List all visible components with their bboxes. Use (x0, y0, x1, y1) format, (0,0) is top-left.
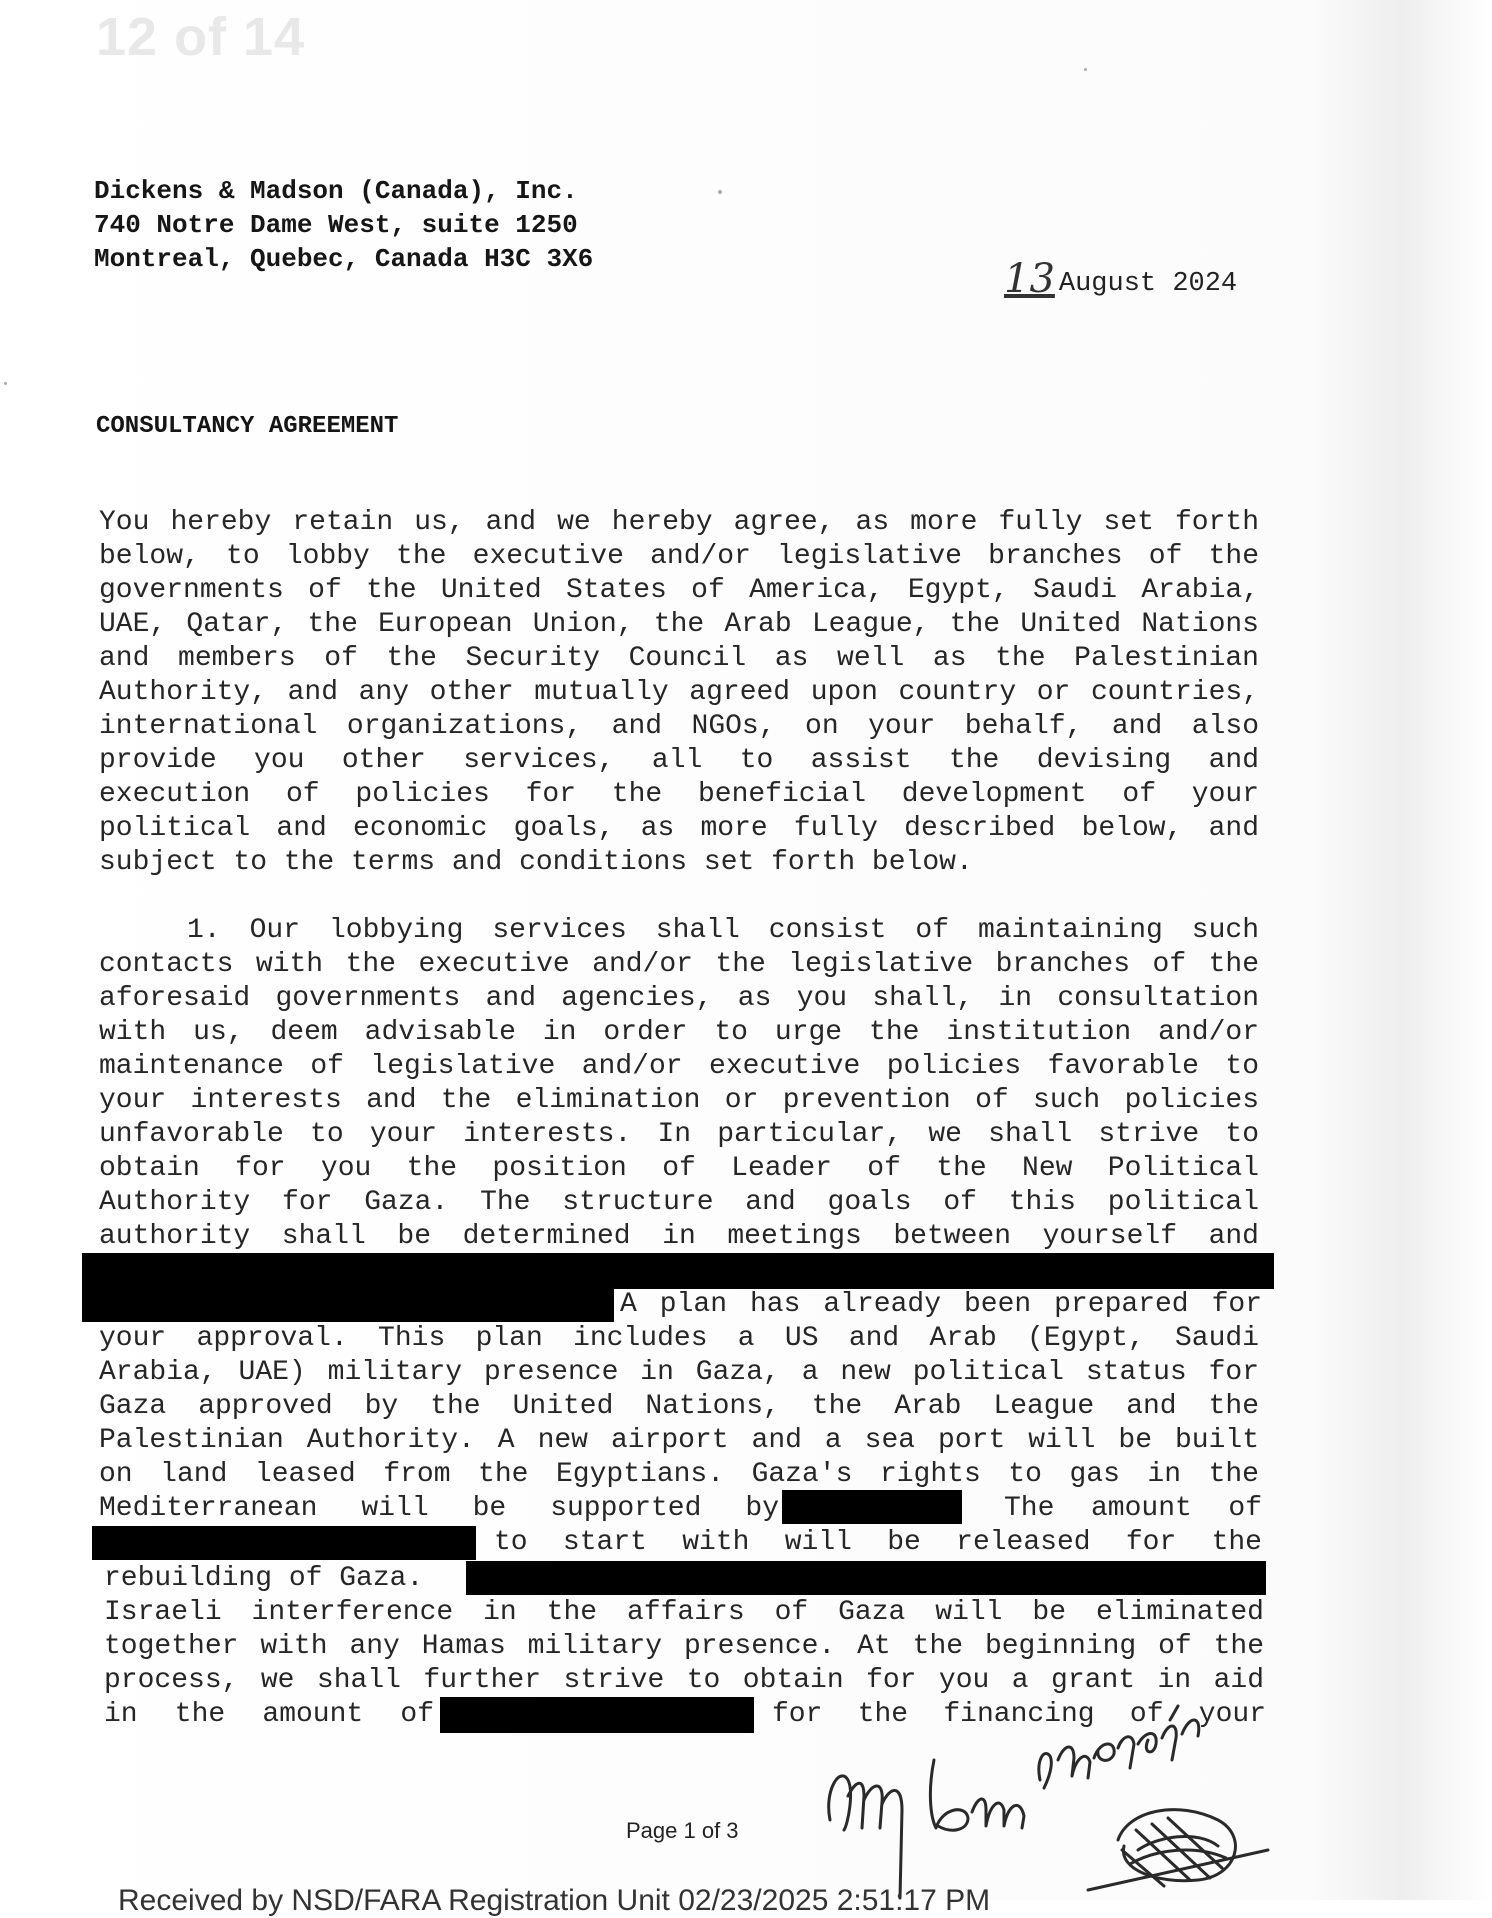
redaction-bar (82, 1288, 614, 1322)
text-line: political and economic goals, as more fully described below, and (99, 813, 1259, 844)
redaction-bar (92, 1526, 476, 1560)
text-line: below, to lobby the executive and/or legislative branches of the (99, 541, 1259, 572)
text-line: Gaza approved by the United Nations, the Arab League and the (99, 1391, 1259, 1422)
text-line: contacts with the executive and/or the legislative branches of the (99, 949, 1259, 980)
text-line: Authority, and any other mutually agreed upon country or countries, (99, 677, 1259, 708)
scan-speck (1084, 68, 1087, 71)
text-line: UAE, Qatar, the European Union, the Arab League, the United Nations (99, 609, 1259, 640)
text-line (99, 914, 1259, 948)
text-line: process, we shall further strive to obtain for you a grant in aid (104, 1665, 1264, 1696)
text-line: for the financing of your (772, 1699, 1266, 1730)
text-line: authority shall be determined in meetings between yourself and (99, 1221, 1259, 1252)
letter-date (1004, 256, 1237, 302)
text-line: Authority for Gaza. The structure and goals of this political (99, 1187, 1259, 1218)
text-line: You hereby retain us, and we hereby agree, as more fully set forth (99, 507, 1259, 538)
scan-speck (718, 190, 722, 194)
text-line: your interests and the elimination or prevention of such policies (99, 1085, 1259, 1116)
text-line: to start with will be released for the (494, 1527, 1262, 1558)
page-counter-overlay: 12 of 14 (96, 7, 306, 67)
redaction-bar (82, 1253, 1274, 1289)
handwritten-day: 13 (1004, 256, 1055, 302)
text-line: rebuilding of Gaza. (104, 1563, 424, 1594)
text-line: Israeli interference in the affairs of Gaza will be eliminated (104, 1597, 1264, 1628)
text-line: with us, deem advisable in order to urge the institution and/or (99, 1017, 1259, 1048)
paragraph-1 (99, 914, 1259, 1254)
text-line: The amount of (1004, 1493, 1262, 1524)
redaction-bar (440, 1697, 754, 1733)
text-line: Palestinian Authority. A new airport and a sea port will be built (99, 1425, 1259, 1456)
fara-received-stamp: Received by NSD/FARA Registration Unit 02/23/2025 2:51:17 PM (118, 1884, 991, 1917)
handwritten-signature (818, 1700, 1278, 1900)
text-line: obtain for you the position of Leader of the New Political (99, 1153, 1259, 1184)
page-number-footer: Page 1 of 3 (626, 1818, 739, 1843)
sender-address (94, 174, 593, 276)
scan-speck (4, 382, 7, 385)
text-line: governments of the United States of America, Egypt, Saudi Arabia, (99, 575, 1259, 606)
sender-company: Dickens & Madson (Canada), Inc. (94, 176, 578, 206)
text-line: execution of policies for the beneficial development of your (99, 779, 1259, 810)
text-line: A plan has already been prepared for (620, 1289, 1262, 1320)
text-line: together with any Hamas military presence. At the beginning of the (104, 1631, 1264, 1662)
document-title: CONSULTANCY AGREEMENT (96, 413, 399, 440)
redaction-bar (466, 1561, 1266, 1595)
text-line: provide you other services, all to assist the devising and (99, 745, 1259, 776)
date-month-year: August 2024 (1058, 269, 1238, 299)
text-line: on land leased from the Egyptians. Gaza's rights to gas in the (99, 1459, 1259, 1490)
text-line: in the amount of (104, 1699, 434, 1730)
sender-city: Montreal, Quebec, Canada H3C 3X6 (94, 244, 594, 274)
redaction-bar (782, 1490, 962, 1524)
text-line: Mediterranean will be supported by (99, 1493, 779, 1524)
text-line: international organizations, and NGOs, on your behalf, and also (99, 711, 1259, 742)
text-line: Arabia, UAE) military presence in Gaza, a new political status for (99, 1357, 1259, 1388)
text-line: unfavorable to your interests. In particular, we shall strive to (99, 1119, 1259, 1150)
text-line: aforesaid governments and agencies, as you shall, in consultation (99, 983, 1259, 1014)
sender-street: 740 Notre Dame West, suite 1250 (94, 210, 578, 240)
intro-paragraph (99, 506, 1259, 880)
text-line: subject to the terms and conditions set forth below. (99, 847, 973, 878)
text-line: your approval. This plan includes a US and Arab (Egypt, Saudi (99, 1323, 1259, 1354)
text-line: maintenance of legislative and/or executive policies favorable to (99, 1051, 1259, 1082)
paragraph-1-first-line: 1. Our lobbying services shall consist of maintaining such (187, 915, 1259, 946)
text-line: and members of the Security Council as well as the Palestinian (99, 643, 1259, 674)
